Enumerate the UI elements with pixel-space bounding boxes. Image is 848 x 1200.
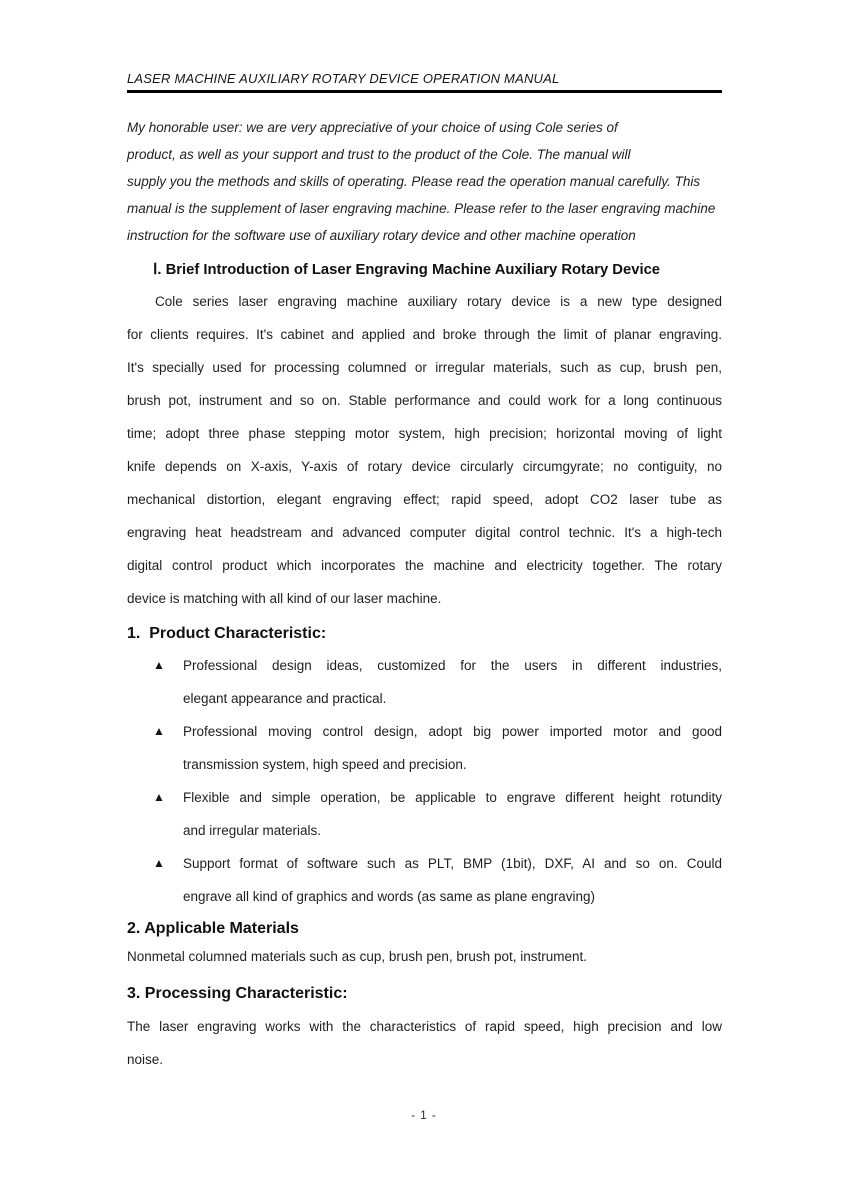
list-item bbox=[127, 715, 722, 781]
section-heading-processing-characteristic: 3. Processing Characteristic: bbox=[127, 985, 348, 1002]
product-characteristic-list bbox=[127, 649, 722, 913]
paragraph-line: time; adopt three phase stepping motor system, high precision; horizontal moving of light bbox=[127, 426, 722, 441]
paragraph-line: It's specially used for processing columned or irregular materials, such as cup, brush pen, bbox=[127, 360, 722, 375]
intro-line: instruction for the software use of auxiliary rotary device and other machine operation bbox=[127, 228, 636, 243]
list-item-text bbox=[183, 847, 722, 913]
list-item-line: and irregular materials. bbox=[183, 823, 322, 838]
triangle-bullet-icon: ▲ bbox=[153, 658, 165, 672]
list-item-line: elegant appearance and practical. bbox=[183, 691, 387, 706]
paragraph-line: for clients requires. It's cabinet and applied and broke through the limit of planar engraving. bbox=[127, 327, 722, 342]
brief-introduction-paragraph bbox=[127, 285, 722, 615]
list-item-text bbox=[183, 649, 722, 715]
list-item-text bbox=[183, 715, 722, 781]
list-item bbox=[127, 649, 722, 715]
paragraph-line: engraving heat headstream and advanced computer digital control technic. It's a high-tech bbox=[127, 525, 722, 540]
intro-paragraph bbox=[127, 114, 722, 249]
paragraph-line: mechanical distortion, elegant engraving effect; rapid speed, adopt CO2 laser tube as bbox=[127, 492, 722, 507]
paragraph-line: digital control product which incorporates the machine and electricity together. The rotary bbox=[127, 558, 722, 573]
header-rule bbox=[127, 90, 722, 93]
section-heading-product-characteristic: 1. Product Characteristic: bbox=[127, 625, 327, 642]
list-item bbox=[127, 847, 722, 913]
list-item-line: Professional moving control design, adopt big power imported motor and good bbox=[183, 724, 722, 739]
list-item-line: Flexible and simple operation, be applicable to engrave different height rotundity bbox=[183, 790, 722, 805]
paragraph-line: Cole series laser engraving machine auxiliary rotary device is a new type designed bbox=[155, 294, 722, 309]
intro-line: My honorable user: we are very appreciative of your choice of using Cole series of bbox=[127, 120, 618, 135]
triangle-bullet-icon: ▲ bbox=[153, 790, 165, 804]
triangle-bullet-icon: ▲ bbox=[153, 724, 165, 738]
intro-line: supply you the methods and skills of operating. Please read the operation manual carefully. This bbox=[127, 174, 701, 189]
intro-line: manual is the supplement of laser engraving machine. Please refer to the laser engraving machine bbox=[127, 201, 716, 216]
header-title: LASER MACHINE AUXILIARY ROTARY DEVICE OPERATION MANUAL bbox=[127, 71, 560, 86]
processing-characteristic-paragraph bbox=[127, 1010, 722, 1076]
list-item-line: Professional design ideas, customized for the users in different industries, bbox=[183, 658, 722, 673]
page-content bbox=[127, 0, 722, 1076]
page-number: - 1 - bbox=[411, 1110, 437, 1122]
paragraph-line: noise. bbox=[127, 1052, 164, 1067]
triangle-bullet-icon: ▲ bbox=[153, 856, 165, 870]
list-item-line: Support format of software such as PLT, BMP (1bit), DXF, AI and so on. Could bbox=[183, 856, 722, 871]
document-header bbox=[127, 70, 722, 93]
list-item-text bbox=[183, 781, 722, 847]
section-heading-applicable-materials: 2. Applicable Materials bbox=[127, 920, 299, 937]
paragraph-line: knife depends on X-axis, Y-axis of rotary device circularly circumgyrate; no contiguity, no bbox=[127, 459, 722, 474]
section-heading-brief-introduction: Ⅰ. Brief Introduction of Laser Engraving Machine Auxiliary Rotary Device bbox=[153, 262, 661, 278]
list-item bbox=[127, 781, 722, 847]
paragraph-line: device is matching with all kind of our laser machine. bbox=[127, 591, 442, 606]
intro-line: product, as well as your support and trust to the product of the Cole. The manual will bbox=[127, 147, 631, 162]
paragraph-line: brush pot, instrument and so on. Stable performance and could work for a long continuous bbox=[127, 393, 722, 408]
list-item-line: engrave all kind of graphics and words (as same as plane engraving) bbox=[183, 889, 595, 904]
list-item-line: transmission system, high speed and precision. bbox=[183, 757, 467, 772]
applicable-materials-text: Nonmetal columned materials such as cup, brush pen, brush pot, instrument. bbox=[127, 949, 587, 964]
paragraph-line: The laser engraving works with the characteristics of rapid speed, high precision and low bbox=[127, 1019, 722, 1034]
